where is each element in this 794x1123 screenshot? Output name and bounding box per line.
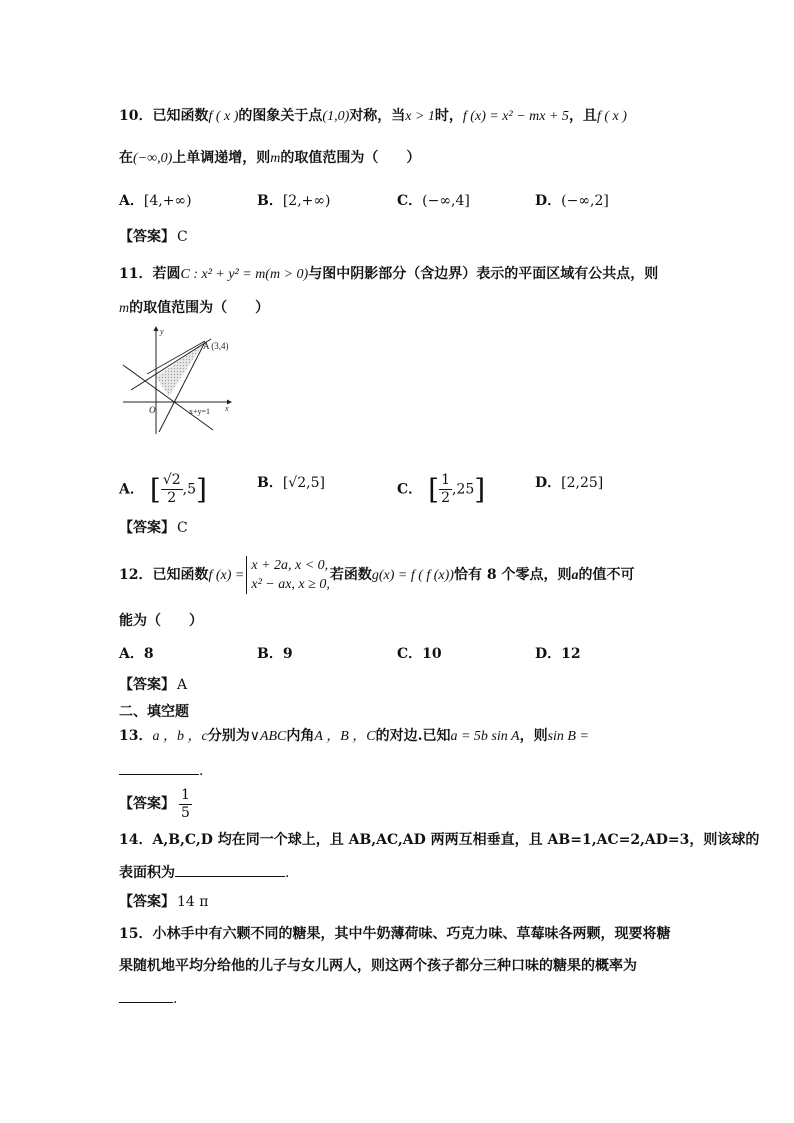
q13-number: 13．	[119, 728, 153, 744]
q10-text-7: 上单调递增，则	[172, 150, 271, 166]
q12-text-3: 恰有 8 个零点，则	[453, 567, 572, 583]
q12-line-1	[119, 556, 634, 595]
q14-answer	[119, 892, 208, 912]
q12-option-b[interactable]: B．9	[257, 646, 293, 662]
q10-number: 10．	[119, 108, 153, 124]
q11-line-2	[119, 298, 269, 319]
q15-text-2: 果随机地平均分给他的儿子与女儿两人，则这两个孩子都分三种口味的糖果的概率为	[119, 958, 637, 974]
q11-number: 11．	[119, 266, 153, 282]
q10-answer	[119, 227, 188, 247]
q10-option-c[interactable]: C．(−∞,4]	[397, 193, 470, 209]
q13-answer-fraction: $\frac{1}{5}$	[181, 786, 190, 821]
q12-g-func: g(x) = f ( f (x))	[371, 568, 454, 583]
q11-option-b[interactable]: B．[√2,5]	[257, 475, 325, 491]
q11-text-3: 的取值范围为（ ）	[129, 300, 270, 316]
q11-line-1	[119, 264, 658, 285]
q11-option-a[interactable]: A． [ $\frac{√2}{2}$ ,5]	[119, 472, 207, 506]
q13-text-4: ，则	[519, 728, 548, 744]
section-heading	[119, 702, 189, 722]
graph-line-label: x+y=1	[189, 407, 211, 416]
q10-interval: (−∞,0)	[133, 151, 173, 166]
q14-text-1: A,B,C,D 均在同一个球上，且 AB,AC,AD 两两互相垂直，且 AB=1,AC=2,AD=3，则该球的	[152, 832, 760, 848]
q10-text-5: ，且	[568, 108, 597, 124]
q14-text-2: 表面积为	[119, 865, 175, 881]
q10-text-1: 已知函数	[152, 108, 209, 124]
q12-answer	[119, 675, 187, 695]
q10-text-6: 在	[119, 150, 133, 166]
answer-label: 【答案】	[119, 894, 175, 910]
q15-line-2	[119, 956, 637, 976]
q12-option-a[interactable]: A．8	[119, 646, 154, 662]
answer-label: 【答案】	[119, 796, 175, 812]
q10-expression: f (x) = x² − mx + 5	[462, 109, 569, 124]
q12-cases: x + 2a, x < 0, x² − ax, x ≥ 0,	[246, 556, 329, 594]
q13-answer-blank[interactable]	[119, 760, 199, 775]
q11-text-1: 若圆	[152, 266, 181, 282]
q15-line-3	[119, 988, 177, 1009]
q10-text-3: 对称，当	[349, 108, 406, 124]
q12-line-2	[119, 611, 203, 631]
q12-text-2: 若函数	[329, 567, 372, 583]
q10-condition: x > 1	[405, 109, 435, 124]
q13-text-2: 内角	[286, 728, 315, 744]
q14-line-1	[119, 830, 759, 850]
answer-value: C	[177, 520, 188, 536]
q13-line-1	[119, 726, 589, 747]
q12-func: f (x) =	[208, 568, 245, 583]
q11-m-var: m	[119, 301, 130, 316]
q10-option-b[interactable]: B．[2,+∞)	[257, 193, 331, 209]
q14-answer-blank[interactable]	[175, 862, 285, 877]
q12-option-d[interactable]: D．12	[535, 646, 581, 662]
q10-m-var: m	[270, 151, 281, 166]
q13-vars: a ，b ，c	[152, 729, 208, 744]
q10-line-2	[119, 148, 420, 169]
graph-y-label: y	[160, 327, 164, 336]
q13-period: .	[199, 763, 204, 779]
q11-options	[119, 462, 679, 506]
q12-text-4: 的值不可	[578, 567, 635, 583]
q11-circle-eq: C : x² + y² = m(m > 0)	[180, 267, 309, 282]
section-title: 二、填空题	[119, 704, 189, 720]
answer-value: 14 π	[177, 894, 209, 910]
q15-text-1: 小林手中有六颗不同的糖果，其中牛奶薄荷味、巧克力味、草莓味各两颗，现要将糖	[152, 926, 671, 942]
q10-point: (1,0)	[322, 109, 350, 124]
q10-option-d[interactable]: D．(−∞,2]	[535, 193, 609, 209]
q10-text-8: 的取值范围为（ ）	[280, 150, 421, 166]
q11-region-graph	[119, 322, 237, 440]
q14-line-2	[119, 862, 289, 883]
q10-func-1: f ( x )	[208, 109, 239, 124]
q13-text-1: 分别为	[207, 728, 250, 744]
q13-triangle: ∨ABC	[249, 729, 287, 744]
answer-value: A	[177, 677, 188, 693]
q15-period: .	[173, 991, 178, 1007]
graph-origin-label: O	[149, 405, 156, 415]
answer-label: 【答案】	[119, 520, 175, 536]
q10-options	[119, 190, 679, 212]
q13-ask: sin B =	[547, 729, 589, 744]
q12-option-c[interactable]: C．10	[397, 646, 442, 662]
q12-a-var: a	[571, 568, 579, 583]
q15-number: 15．	[119, 926, 153, 942]
q10-text-2: 的图象关于点	[238, 108, 323, 124]
graph-x-label: x	[225, 404, 229, 413]
q12-text-1: 已知函数	[152, 567, 209, 583]
q11-answer	[119, 518, 188, 538]
q11-option-c[interactable]: C． [ $\frac{1}{2}$ ,25]	[397, 472, 486, 506]
q11-text-2: 与图中阴影部分（含边界）表示的平面区域有公共点，则	[308, 266, 659, 282]
q13-text-3: 的对边.已知	[375, 728, 451, 744]
q12-options	[119, 643, 679, 665]
q12-number: 12．	[119, 567, 153, 583]
q10-text-4: 时，	[434, 108, 463, 124]
answer-value: C	[177, 229, 188, 245]
q15-answer-blank[interactable]	[119, 988, 173, 1003]
graph-point-a-label: A (3,4)	[203, 341, 229, 351]
q14-period: .	[285, 865, 290, 881]
answer-label: 【答案】	[119, 229, 175, 245]
q13-line-2	[119, 760, 203, 781]
answer-label: 【答案】	[119, 677, 175, 693]
q10-func-2: f ( x )	[596, 109, 627, 124]
q15-line-1	[119, 924, 670, 944]
y-axis-arrow-icon	[154, 326, 159, 331]
q14-number: 14．	[119, 832, 153, 848]
q12-text-5: 能为（ ）	[119, 613, 203, 629]
q10-line-1	[119, 106, 627, 127]
q13-equation: a = 5b sin A	[450, 729, 520, 744]
q13-angles: A ，B ，C	[314, 729, 376, 744]
q13-answer	[119, 785, 192, 823]
q10-option-a[interactable]: A．[4,+∞)	[119, 193, 192, 209]
q11-option-d[interactable]: D．[2,25]	[535, 475, 604, 491]
